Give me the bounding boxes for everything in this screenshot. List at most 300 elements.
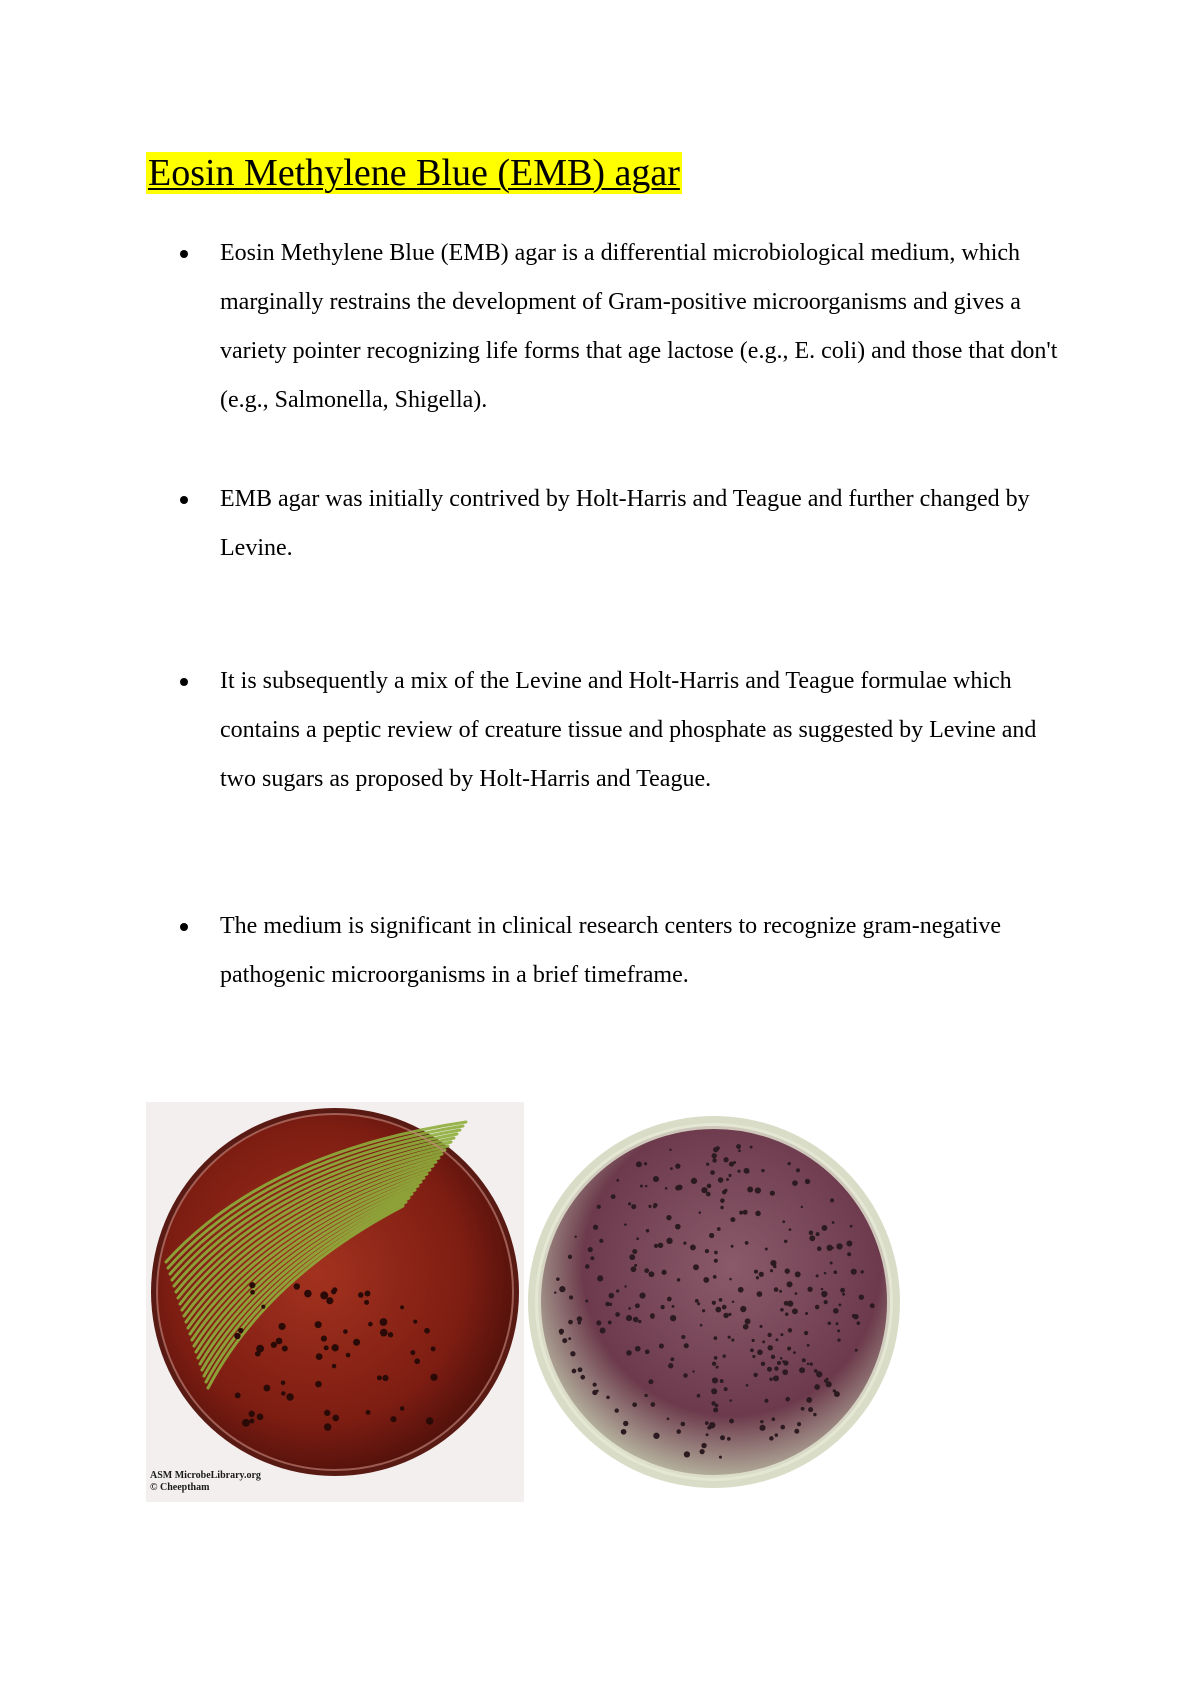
colony: [321, 1336, 327, 1342]
colony: [775, 1338, 778, 1341]
colony: [767, 1333, 771, 1337]
colony: [639, 1293, 645, 1299]
colony: [729, 1399, 732, 1402]
colony: [750, 1146, 753, 1149]
colony: [720, 1435, 725, 1440]
colony: [675, 1163, 680, 1168]
colony: [608, 1293, 614, 1299]
colony: [712, 1362, 716, 1366]
colony: [808, 1407, 813, 1412]
colony: [638, 1320, 641, 1323]
colony: [699, 1449, 704, 1454]
bullet-icon: [180, 923, 188, 931]
colony: [842, 1293, 845, 1296]
colony: [750, 1348, 754, 1352]
emb-plate-photo-right: [528, 1102, 904, 1502]
colony: [833, 1270, 837, 1274]
bullet-icon: [180, 678, 188, 686]
colony: [380, 1318, 388, 1326]
colony: [666, 1238, 672, 1244]
colony: [755, 1211, 761, 1217]
colony: [249, 1411, 255, 1417]
list-item-text: Eosin Methylene Blue (EMB) agar is a differential microbiological medium, which marginally restrains the development of Gram-positive microorganisms and gives a variety pointer recognizing life forms that age lactose (e.g., E. coli) and those that don't (e.g., Salmonella, Shigella).: [220, 240, 1058, 413]
credit-line-1: ASM MicrobeLibrary.org: [150, 1470, 261, 1481]
colony: [631, 1204, 636, 1209]
colony: [744, 1168, 750, 1174]
colony: [640, 1185, 643, 1188]
colony: [720, 1206, 724, 1210]
colony: [304, 1290, 312, 1298]
colony: [767, 1367, 772, 1372]
colony: [775, 1433, 779, 1437]
colony: [761, 1362, 765, 1366]
colony: [577, 1316, 583, 1322]
colony: [646, 1229, 650, 1233]
colony: [731, 1245, 734, 1248]
colony: [745, 1318, 751, 1324]
colony: [699, 1211, 702, 1214]
colony: [677, 1278, 680, 1281]
colony: [353, 1339, 360, 1346]
colony: [650, 1313, 655, 1318]
colony: [665, 1187, 668, 1190]
colony: [824, 1300, 828, 1304]
colony: [592, 1390, 597, 1395]
colony: [413, 1320, 417, 1324]
colony: [703, 1277, 709, 1283]
colony: [281, 1380, 286, 1385]
colony: [773, 1265, 777, 1269]
colony: [626, 1315, 632, 1321]
colony: [851, 1269, 857, 1275]
colony: [568, 1320, 573, 1325]
colony: [281, 1391, 286, 1396]
colony: [729, 1278, 732, 1281]
colony: [722, 1305, 727, 1310]
colony: [695, 1299, 699, 1303]
colony: [593, 1383, 597, 1387]
colony: [414, 1358, 420, 1364]
colony: [814, 1384, 820, 1390]
colony: [716, 1366, 719, 1369]
colony: [615, 1408, 619, 1412]
colony: [722, 1190, 726, 1194]
colony: [709, 1422, 715, 1428]
colony: [701, 1443, 706, 1448]
colony: [787, 1346, 791, 1350]
colony: [634, 1264, 637, 1267]
colony: [632, 1249, 637, 1254]
page-title: [146, 150, 682, 196]
colony: [654, 1244, 658, 1248]
colony: [690, 1245, 696, 1251]
colony: [833, 1308, 839, 1314]
colony: [840, 1288, 845, 1293]
colony: [632, 1402, 637, 1407]
colony: [706, 1192, 711, 1197]
colony: [562, 1338, 567, 1343]
colony: [774, 1287, 779, 1292]
colony: [431, 1346, 436, 1351]
colony: [821, 1291, 827, 1297]
colony: [556, 1277, 560, 1281]
colony: [736, 1144, 741, 1149]
colony: [747, 1186, 753, 1192]
colony: [628, 1202, 631, 1205]
colony: [809, 1235, 815, 1241]
colony: [707, 1184, 712, 1189]
colony: [757, 1291, 763, 1297]
colony: [255, 1351, 261, 1357]
colony: [714, 1356, 718, 1360]
colony: [380, 1329, 388, 1337]
colony: [733, 1161, 736, 1164]
colony: [635, 1303, 640, 1308]
colony: [578, 1367, 583, 1372]
colony: [807, 1363, 810, 1366]
colony: [784, 1240, 787, 1243]
colony: [624, 1223, 627, 1226]
colony: [250, 1290, 255, 1295]
colony: [780, 1425, 785, 1430]
colony: [769, 1378, 772, 1381]
colony: [772, 1417, 776, 1421]
colony: [700, 1324, 703, 1327]
colony: [648, 1205, 651, 1208]
colony: [769, 1436, 774, 1441]
colony: [358, 1292, 364, 1298]
colony: [809, 1231, 813, 1235]
colony: [683, 1373, 687, 1377]
colony: [390, 1416, 396, 1422]
colony: [714, 1336, 718, 1340]
colony: [787, 1301, 793, 1307]
colony: [785, 1312, 788, 1315]
list-item-text: The medium is significant in clinical research centers to recognize gram-negative pathogenic microorganisms in a brief timeframe.: [220, 913, 1002, 988]
colony: [424, 1328, 430, 1334]
colony: [681, 1335, 685, 1339]
colony: [788, 1328, 792, 1332]
colony: [611, 1194, 616, 1199]
colony: [324, 1423, 332, 1431]
colony: [684, 1451, 690, 1457]
colony: [822, 1225, 828, 1231]
colony: [779, 1290, 782, 1293]
colony: [683, 1242, 686, 1245]
colony: [364, 1300, 369, 1305]
colony: [797, 1422, 801, 1426]
colony: [331, 1289, 336, 1294]
colony: [697, 1394, 701, 1398]
colony: [257, 1414, 264, 1421]
colony: [691, 1178, 697, 1184]
colony: [701, 1187, 707, 1193]
colony: [782, 1369, 788, 1375]
colony: [836, 1243, 842, 1249]
colony: [659, 1344, 664, 1349]
colony: [653, 1203, 657, 1207]
colony: [765, 1248, 768, 1251]
colony: [599, 1239, 603, 1243]
colony: [712, 1377, 718, 1383]
colony: [764, 1399, 768, 1403]
colony: [366, 1410, 371, 1415]
colony: [777, 1361, 781, 1365]
colony: [697, 1302, 700, 1305]
colony: [238, 1328, 243, 1333]
colony: [568, 1255, 572, 1259]
colony: [729, 1419, 734, 1424]
list-item-text: It is subsequently a mix of the Levine and Holt-Harris and Teague formulae which contains a peptic review of creature tissue and phosphate as suggested by Levine and two sugars as proposed by Holt-Harris and Teague.: [220, 668, 1037, 792]
colony: [754, 1270, 758, 1274]
colony: [752, 1355, 755, 1358]
colony: [770, 1269, 773, 1272]
colony: [719, 1298, 723, 1302]
colony: [286, 1393, 293, 1400]
colony: [774, 1366, 778, 1370]
colony: [711, 1153, 716, 1158]
colony: [670, 1315, 676, 1321]
colony: [711, 1388, 717, 1394]
colony: [753, 1373, 757, 1377]
colony: [759, 1325, 762, 1328]
colony: [743, 1324, 749, 1330]
colony: [738, 1149, 741, 1152]
colony: [249, 1282, 255, 1288]
colony: [590, 1256, 594, 1260]
bullet-icon: [180, 250, 188, 258]
colony: [234, 1333, 240, 1339]
colony: [728, 1336, 731, 1339]
colony: [635, 1346, 641, 1352]
colony: [559, 1286, 565, 1292]
colony: [855, 1349, 858, 1352]
colony: [761, 1169, 764, 1172]
colony: [712, 1158, 716, 1162]
colony: [870, 1303, 875, 1308]
colony: [692, 1370, 694, 1372]
colony: [789, 1228, 792, 1231]
colony: [684, 1343, 689, 1348]
colony: [746, 1384, 749, 1387]
emb-plate-photo-left: [146, 1102, 524, 1502]
colony: [738, 1287, 744, 1293]
credit-line-2: © Cheeptham: [150, 1482, 210, 1493]
colony: [569, 1295, 573, 1299]
colony: [715, 1404, 719, 1408]
colony: [756, 1276, 759, 1279]
colony: [572, 1369, 577, 1374]
colony: [235, 1393, 241, 1399]
colony: [658, 1243, 663, 1248]
colony: [606, 1396, 609, 1399]
colony: [720, 1198, 725, 1203]
colony: [710, 1170, 715, 1175]
colony: [732, 1301, 734, 1303]
colony: [681, 1422, 686, 1427]
colony: [713, 1147, 718, 1152]
colony: [816, 1371, 822, 1377]
colony: [705, 1421, 709, 1425]
colony: [271, 1342, 277, 1348]
colony: [649, 1271, 655, 1277]
colony: [850, 1225, 853, 1228]
colony: [332, 1415, 339, 1422]
colony: [315, 1381, 322, 1388]
colony: [675, 1224, 681, 1230]
list-item: [186, 657, 1066, 804]
colony: [802, 1358, 806, 1362]
colony: [787, 1162, 790, 1165]
colony: [580, 1375, 585, 1380]
colony: [795, 1271, 801, 1277]
colony: [804, 1331, 808, 1335]
colony: [276, 1338, 283, 1345]
colony: [242, 1419, 250, 1427]
colony: [805, 1312, 808, 1315]
colony: [332, 1364, 336, 1368]
colony: [830, 1198, 834, 1202]
colony: [723, 1313, 728, 1318]
colony: [806, 1397, 812, 1403]
colony: [636, 1161, 642, 1167]
colony: [624, 1285, 626, 1287]
colony: [717, 1227, 721, 1231]
colony: [368, 1322, 373, 1327]
colony: [718, 1177, 723, 1182]
colony: [645, 1349, 650, 1354]
colony: [780, 1308, 784, 1312]
colony: [719, 1456, 722, 1459]
colony: [805, 1179, 810, 1184]
colony: [810, 1362, 813, 1365]
colony: [824, 1272, 827, 1275]
colony: [400, 1406, 405, 1411]
colony: [795, 1292, 798, 1295]
colony: [316, 1353, 323, 1360]
colony: [263, 1385, 270, 1392]
colony: [739, 1211, 743, 1215]
colony: [294, 1283, 300, 1289]
colony: [651, 1402, 656, 1407]
colony: [400, 1305, 404, 1309]
colony: [828, 1321, 832, 1325]
colony: [720, 1379, 724, 1383]
colony: [807, 1344, 810, 1347]
colony: [706, 1163, 709, 1166]
bullet-icon: [180, 496, 188, 504]
colony: [745, 1241, 749, 1245]
colony: [608, 1320, 612, 1324]
colony: [859, 1294, 864, 1299]
colony: [767, 1345, 772, 1350]
colony: [722, 1354, 725, 1357]
colony: [702, 1309, 705, 1312]
colony: [597, 1275, 603, 1281]
colony: [623, 1421, 628, 1426]
colony: [724, 1387, 728, 1391]
colony: [847, 1252, 851, 1256]
colony: [377, 1375, 382, 1380]
colony: [430, 1374, 437, 1381]
colony: [709, 1233, 714, 1238]
colony: [815, 1305, 820, 1310]
colony: [837, 1339, 840, 1342]
colony: [760, 1420, 763, 1423]
colony: [834, 1391, 840, 1397]
colony: [426, 1417, 433, 1424]
colony: [644, 1162, 647, 1165]
colony: [364, 1290, 370, 1296]
colony: [669, 1149, 671, 1151]
colony: [559, 1331, 563, 1335]
colony: [596, 1320, 601, 1325]
colony: [817, 1246, 822, 1251]
colony: [832, 1247, 834, 1249]
colony: [857, 1321, 861, 1325]
colony: [853, 1314, 858, 1319]
colony: [628, 1307, 631, 1310]
title-highlight: Eosin Methylene Blue (EMB) agar: [148, 152, 680, 194]
colony: [585, 1264, 590, 1269]
colony: [755, 1187, 761, 1193]
colony: [706, 1433, 709, 1436]
colony: [743, 1210, 748, 1215]
colony: [588, 1247, 593, 1252]
colony: [830, 1262, 833, 1265]
colony: [816, 1274, 819, 1277]
colony: [759, 1272, 764, 1277]
colony: [813, 1413, 816, 1416]
colony: [832, 1221, 835, 1224]
colony: [636, 1237, 639, 1240]
colony: [653, 1433, 659, 1439]
colony: [631, 1266, 637, 1272]
colony: [801, 1206, 803, 1208]
colony: [780, 1357, 783, 1360]
colony: [343, 1329, 348, 1334]
colony: [728, 1313, 731, 1316]
colony: [705, 1249, 709, 1253]
colony: [315, 1321, 322, 1328]
colony: [839, 1304, 842, 1307]
colony: [799, 1367, 805, 1373]
colony: [771, 1355, 775, 1359]
colony: [616, 1289, 619, 1292]
colony: [554, 1291, 556, 1293]
colony: [320, 1291, 328, 1299]
list-item: [186, 475, 1066, 573]
colony: [713, 1275, 717, 1279]
colony: [752, 1339, 755, 1342]
colony: [644, 1268, 649, 1273]
colony: [740, 1306, 746, 1312]
colony: [666, 1215, 671, 1220]
colony: [600, 1328, 606, 1334]
colony: [585, 1299, 588, 1302]
colony: [605, 1302, 610, 1307]
colony: [346, 1353, 351, 1358]
colony: [597, 1205, 601, 1209]
colony: [757, 1349, 763, 1355]
colony: [787, 1281, 793, 1287]
colony: [714, 1259, 718, 1263]
colony: [615, 1312, 620, 1317]
colony: [570, 1351, 575, 1356]
colony: [759, 1425, 765, 1431]
colony: [648, 1379, 653, 1384]
petri-dish-left-image: [146, 1102, 524, 1502]
